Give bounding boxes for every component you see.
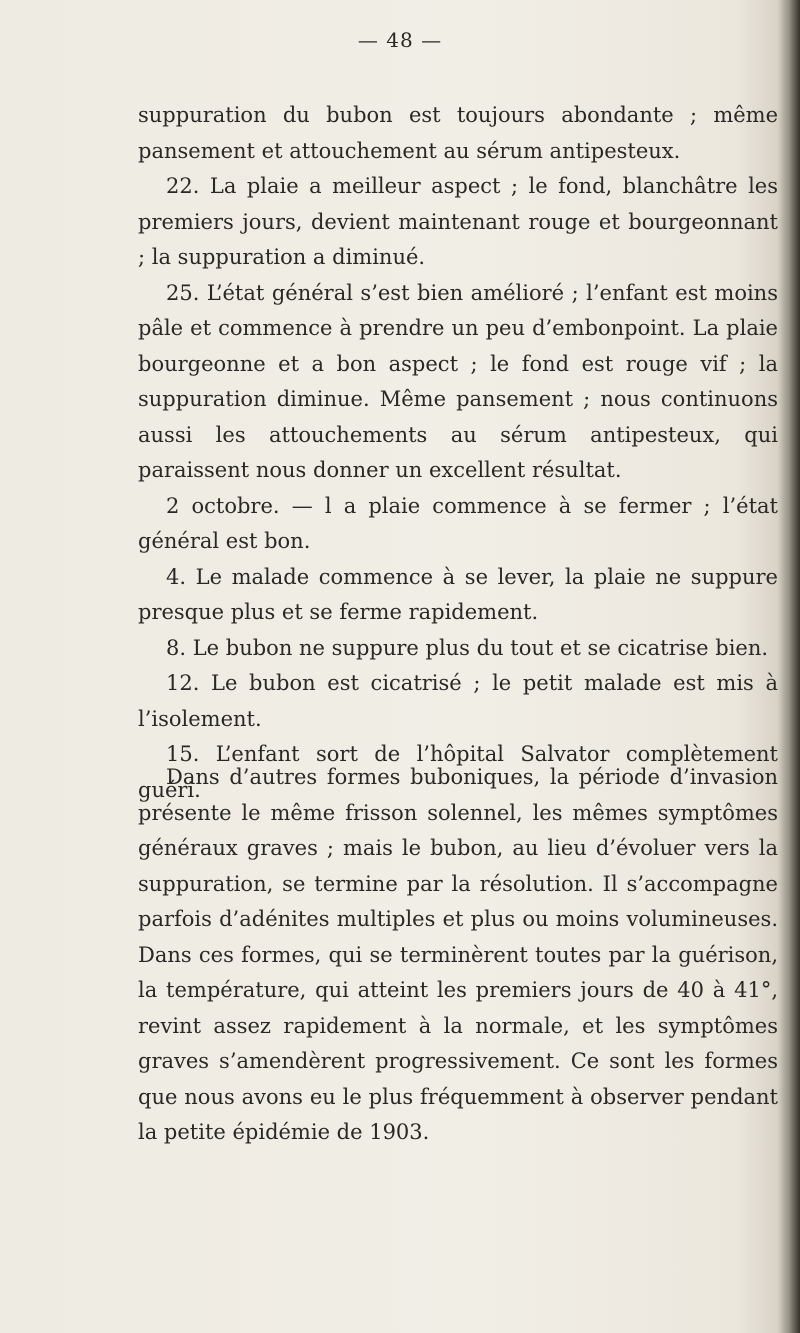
clinical-notes: [138, 98, 778, 808]
paragraph-other-forms: Dans d’autres formes buboniques, la période d’invasion présente le même frisson solennel, les mêmes symptômes généraux graves ; mais le bubon, au lieu d’évoluer vers la suppuration, se termine par la résolution. Il s’accompagne parfois d’adénites multiples et plus ou moins volumineuses. Dans ces formes, qui se terminèrent toutes par la guérison, la température, qui atteint les premiers jours de 40 à 41°, revint assez rapidement à la normale, et les symptômes graves s’amendèrent progressivement. Ce sont les formes que nous avons eu le plus fréquemment à observer pendant la petite épidémie de 1903.: [138, 765, 778, 1144]
paragraph-continuation: suppuration du bubon est toujours abondante ; même pansement et attouchement au sérum antipesteux.: [138, 103, 778, 163]
paragraph-day-15: 15. L’enfant sort de l’hôpital Salvator complètement guéri.: [138, 742, 778, 802]
paragraph-day-22: 22. La plaie a meilleur aspect ; le fond, blanchâtre les premiers jours, devient maintenant rouge et bourgeonnant ; la suppuration a diminué.: [138, 174, 778, 269]
page-number: — 48 —: [357, 28, 443, 52]
commentary-block: [138, 760, 778, 1151]
page-edge-shadow: [778, 0, 800, 1333]
paragraph-october-2: 2 octobre. — l a plaie commence à se fermer ; l’état général est bon.: [138, 493, 778, 553]
paragraph-day-25: 25. L’état général s’est bien amélioré ; l’enfant est moins pâle et commence à prendre un peu d’embonpoint. La plaie bourgeonne et a bon aspect ; le fond est rouge vif ; la suppuration diminue. Même pansement ; nous continuons aussi les attouchements au sérum antipesteux, qui paraissent nous donner un excellent résultat.: [138, 280, 778, 482]
paragraph-day-12: 12. Le bubon est cicatrisé ; le petit malade est mis à l’isolement.: [138, 671, 778, 731]
paragraph-day-4: 4. Le malade commence à se lever, la plaie ne suppure presque plus et se ferme rapidement.: [138, 564, 778, 624]
paragraph-day-8: 8. Le bubon ne suppure plus du tout et se cicatrise bien.: [166, 635, 769, 660]
